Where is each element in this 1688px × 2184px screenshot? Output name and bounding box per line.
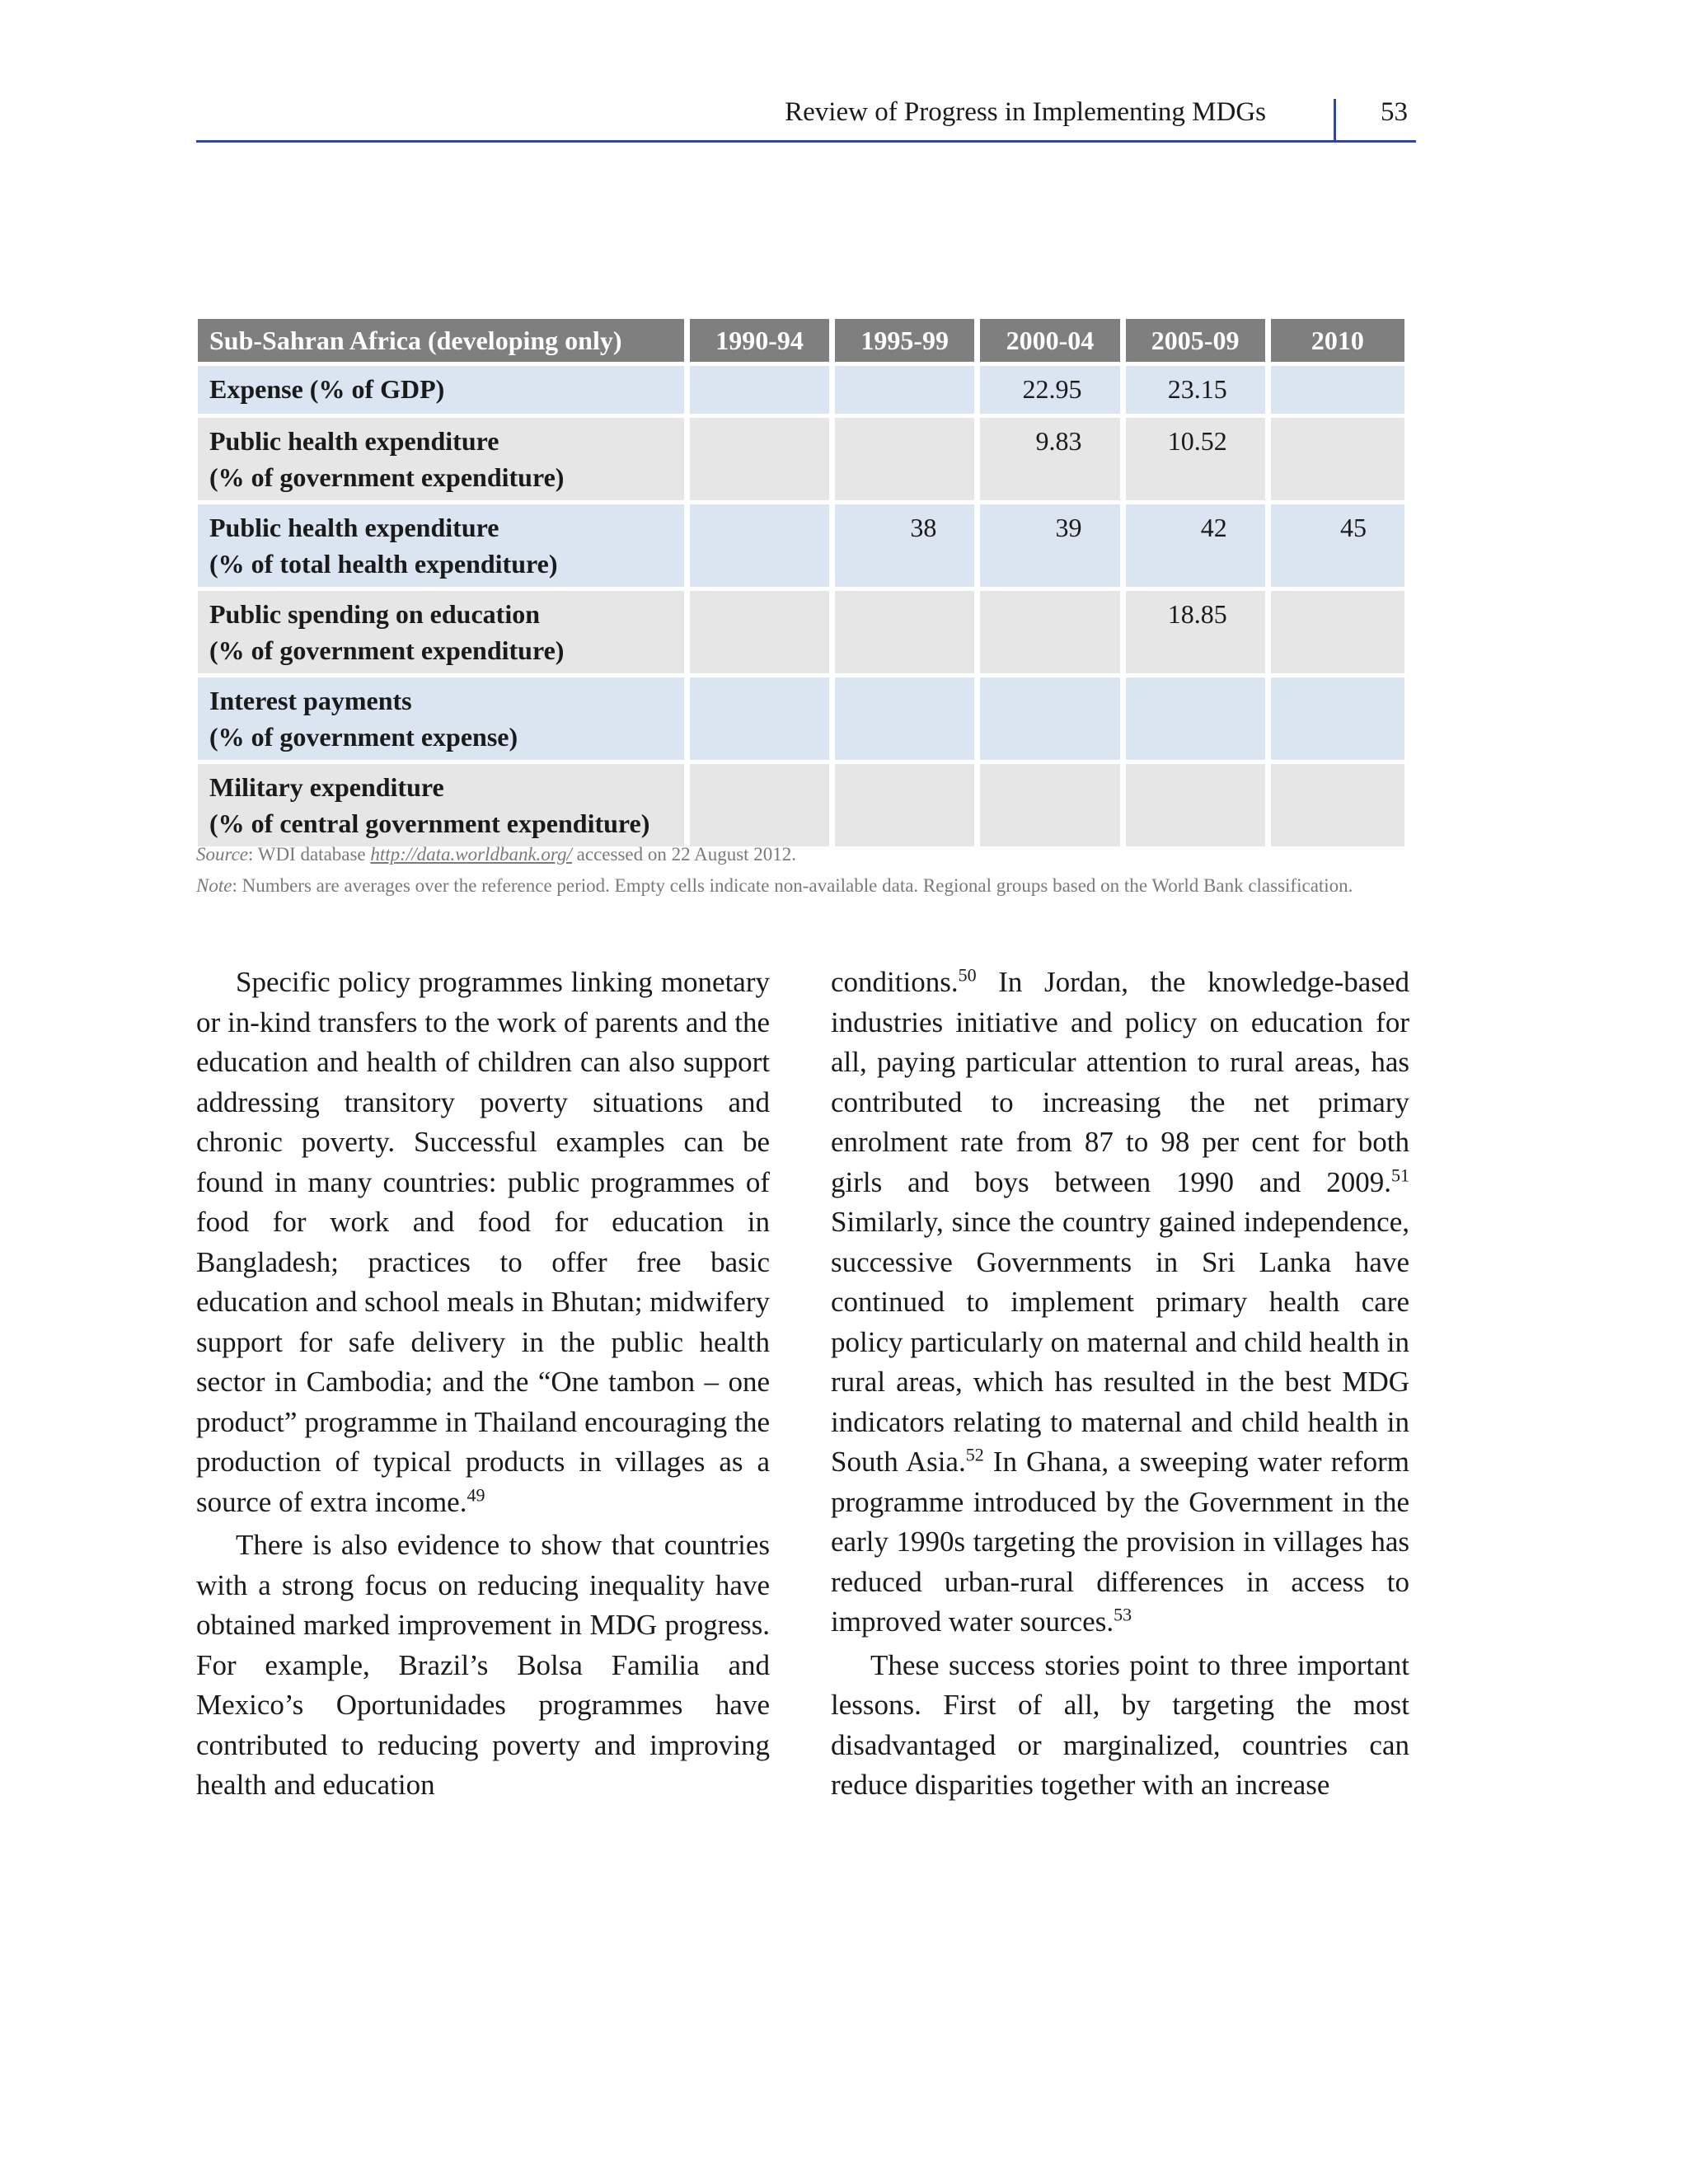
table-cell: 42 [1126,504,1265,587]
table-header-year: 1995-99 [835,319,974,362]
table-cell: 38 [835,504,974,587]
table-header-year: 2010 [1271,319,1404,362]
table-header-region: Sub-Sahran Africa (developing only) [198,319,684,362]
table-cell: 18.85 [1126,591,1265,673]
table-cell [835,764,974,846]
paragraph-text: Specific policy programmes linking monetary or in-kind transfers to the work of parents and the education and health of children can also support addressing transitory poverty situations and chronic poverty. Successful examples can be found in many countries: public programmes of food for work and food for education in Bangladesh; practices to offer free basic education and school meals in Bhutan; midwifery support for safe delivery in the public health sector in Cambodia; and the “One tambon – one product” programme in Thailand encouraging the production of typical products in villages as a source of extra income. [196,966,770,1518]
table-cell: 45 [1271,504,1404,587]
table-cell [690,677,829,760]
note-label: Note [196,875,232,896]
expenditure-table [192,315,1410,851]
table-cell [690,418,829,500]
paragraph [196,963,770,1522]
row-label [198,418,684,500]
table-cell [1126,764,1265,846]
table-row [198,764,1404,846]
body-column-left [196,963,770,1809]
table-cell [835,366,974,414]
table-row [198,677,1404,760]
table-header-year: 2005-09 [1126,319,1265,362]
page-number: 53 [1381,97,1408,127]
row-label-line: Expense (% of GDP) [209,374,445,404]
table-cell [980,677,1119,760]
paragraph [196,1526,770,1806]
row-label [198,677,684,760]
source-link[interactable]: http://data.worldbank.org/ [370,844,572,865]
row-label [198,366,684,414]
table-cell: 22.95 [980,366,1119,414]
table-cell [980,591,1119,673]
table-row [198,366,1404,414]
paragraph-text: In Ghana, a sweeping water reform programme introduced by the Government in the early 1990s targeting the provision in villages has reduced urban-rural differences in access to improved water sources. [831,1446,1409,1638]
table-source [196,842,1416,867]
row-label-line: Interest payments [209,686,412,715]
paragraph-text: These success stories point to three important lessons. First of all, by targeting the most disadvantaged or marginalized, countries can reduce disparities together with an increase [831,1648,1409,1801]
paragraph-text: Similarly, since the country gained independence, successive Governments in Sri Lanka have continued to implement primary health care policy particularly on maternal and child health in rural areas, which has resulted in the best MDG indicators relating to maternal and child health in South Asia. [831,1206,1409,1478]
table-cell [690,591,829,673]
row-label-line: Public spending on education [209,599,540,629]
source-text-accessed: accessed on 22 August 2012. [571,844,797,865]
row-label [198,591,684,673]
row-label-line: (% of central government expenditure) [209,808,650,838]
table-cell: 9.83 [980,418,1119,500]
table-cell [690,764,829,846]
paragraph [831,1646,1409,1806]
table-row [198,591,1404,673]
row-label-line: Public health expenditure [209,513,499,542]
footnote-ref: 51 [1391,1164,1409,1185]
table-cell [690,504,829,587]
row-label-line: (% of government expenditure) [209,462,565,492]
row-label [198,504,684,587]
table-cell [835,677,974,760]
running-header [196,92,1416,143]
paragraph-text: There is also evidence to show that countries with a strong focus on reducing inequality have obtained marked improvement in MDG progress. For example, Brazil’s Bolsa Familia and Mexico’s Oportunidades programmes have contributed to reducing poverty and improving health and education [196,1529,770,1801]
table-header-year: 2000-04 [980,319,1119,362]
table-header-year: 1990-94 [690,319,829,362]
row-label-line: (% of government expense) [209,722,518,752]
table-cell [1271,677,1404,760]
table-cell [1271,591,1404,673]
table-cell: 39 [980,504,1119,587]
table-cell [1271,366,1404,414]
table-cell [690,366,829,414]
table-header-row [198,319,1404,362]
row-label-line: (% of government expenditure) [209,635,565,665]
header-divider [1334,99,1336,140]
footnote-ref: 52 [965,1444,984,1465]
running-title: Review of Progress in Implementing MDGs [785,97,1266,127]
source-text: : WDI database [248,844,371,865]
note-text: : Numbers are averages over the reference period. Empty cells indicate non-available data. Regional groups based on the World Bank classification. [232,875,1353,896]
row-label-line: Public health expenditure [209,426,499,456]
table-row [198,504,1404,587]
row-label [198,764,684,846]
table-cell [835,418,974,500]
paragraph [831,963,1409,1643]
paragraph-text: In Jordan, the knowledge-based industries initiative and policy on education for all, paying particular attention to rural areas, has contributed to increasing the net primary enrolment rate from 87 to 98 per cent for both girls and boys between 1990 and 2009. [831,966,1409,1198]
paragraph-text: conditions. [831,966,959,998]
footnote-ref: 53 [1114,1604,1132,1625]
footnote-ref: 50 [958,964,977,986]
row-label-line: Military expenditure [209,772,444,802]
table-cell [835,591,974,673]
source-label: Source [196,844,249,865]
table-cell: 23.15 [1126,366,1265,414]
table-cell: 10.52 [1126,418,1265,500]
body-column-right [831,963,1409,1809]
table-note [196,874,1416,898]
row-label-line: (% of total health expenditure) [209,549,558,579]
table-cell [1271,764,1404,846]
table-cell [1126,677,1265,760]
footnote-ref: 49 [467,1483,485,1505]
table-row [198,418,1404,500]
table-cell [1271,418,1404,500]
table-cell [980,764,1119,846]
